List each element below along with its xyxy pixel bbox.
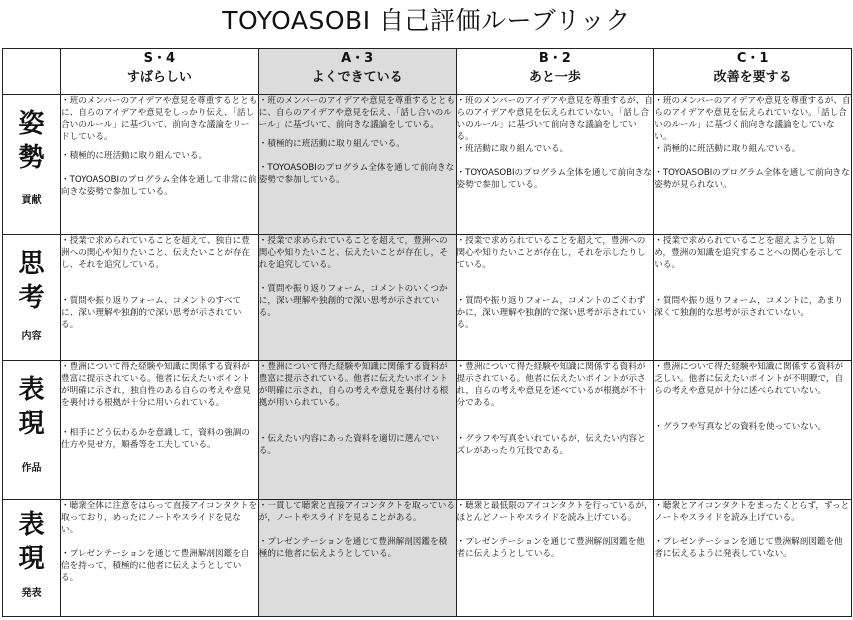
descriptor-cell [456,361,654,500]
descriptor-text: ・授業で求められていることを超えようとし始め，豊洲の知識を追究することへの関心を示している。 [654,236,843,270]
level-name: あと一歩 [528,70,581,85]
descriptor-text: ・班のメンバーのアイデアや意見を尊重するが、自らのアイデアや意見を伝えられていない。「話し合いのルール」に基づいて前向きな議論をしている。 [456,96,653,142]
page-title: TOYOASOBI 自己評価ルーブリック [222,6,631,35]
row-label-thinking [3,235,61,361]
descriptor-text: ・質問や振り返りフォーム，コメントのごくわずかに，深い理解や独創的で深い思考が示されている。 [456,296,646,330]
level-header-b [456,49,654,95]
row-sublabel: 発表 [21,588,42,599]
descriptor-text: ・質問や振り返りフォーム，コメントに，あまり深くて独創的な思考が示されていない。 [654,296,844,318]
row-label-char: 表 [18,510,45,540]
level-grade: A・3 [341,51,374,66]
row-label-char: 勢 [18,143,45,173]
descriptor-text: ・グラフや写真をいれているが，伝えたい内容とズレがあったり冗長である。 [456,434,646,456]
level-header-row [3,49,852,95]
descriptor-text: ・TOYOASOBIのプログラム全体を通して前向きな姿勢で参加している。 [258,163,455,185]
descriptor-cell [258,95,456,235]
descriptor-text: ・質問や振り返りフォーム、コメントのすべてに、深い理解や独創的で深い思考が示されている。 [61,296,242,330]
level-header-s [61,49,259,95]
descriptor-cell [61,235,259,361]
descriptor-text: ・班のメンバーのアイデアや意見を尊重するが、自らのアイデアや意見を伝えられていない。「話し合いのルール」に基づく前向きな議論をしていない。 [654,96,851,142]
descriptor-text: ・積極的に班活動に取り組んでいる。 [61,151,208,161]
level-header-a [258,49,456,95]
criteria-row-expression-work [3,361,852,500]
descriptor-cell [654,361,852,500]
level-name: すばらしい [126,70,192,85]
row-label-char: 現 [18,409,45,439]
criteria-row-expression-presentation [3,500,852,617]
descriptor-cell [654,235,852,361]
level-grade: C・1 [736,51,769,66]
row-label-char: 姿 [18,109,45,139]
descriptor-cell [61,361,259,500]
descriptor-text: ・豊洲について得た経験や知識に関係する資料が乏しい。他者に伝えたいポイントが不明瞭で，自らの考えや意見が十分に述べられていない。 [654,362,844,396]
corner-cell [3,49,61,95]
level-name: 改善を要する [713,70,792,85]
descriptor-text: ・積極的に班活動に取り組んでいる。 [258,139,405,149]
row-label-char: 表 [18,375,45,405]
descriptor-cell [258,500,456,617]
descriptor-text: ・TOYOASOBIのプログラム全体を通して非常に前向きな姿勢で参加している。 [61,175,257,197]
descriptor-text: ・プレゼンテーションを通じて豊洲解剖図鑑を他者に伝えるように発表していない。 [654,537,843,559]
descriptor-text: ・聴衆と最低限のアイコンタクトを行っているが，ほとんどノートやスライドを読み上げている。 [456,501,653,523]
descriptor-text: ・豊洲について得た経験や知識に関係する資料が提示されている。他者に伝えたいポイントが示され，自らの考えや意見を述べているが根拠が不十分である。 [456,362,647,408]
descriptor-text: ・班のメンバーのアイデアや意見を尊重するとともに、自らのアイデアや意見をしっかり伝え、「話し合いのルール」に基づいて、前向きな議論をリードしている。 [61,96,258,142]
criteria-row-attitude [3,95,852,235]
descriptor-text: ・消極的に班活動に取り組んでいる。 [654,144,801,154]
descriptor-text: ・TOYOASOBIのプログラム全体を通して前向きな姿勢で参加している。 [456,168,652,190]
descriptor-text: ・豊洲について得た経験や知識に関係する資料が豊富に提示されている。他者に伝えたいポイントが明確に示され，自らの考えや意見を裏付ける根拠が用いられている。 [258,362,449,408]
row-sublabel: 内容 [21,331,42,342]
descriptor-text: ・授業で求められていることを超えて，豊洲への関心や知りたいこと、伝えたいことが存在し，それを追究している。 [258,236,448,270]
row-label-expression-presentation [3,500,61,617]
criteria-row-thinking [3,235,852,361]
descriptor-text: ・授業で求められていることを超えて，豊洲への関心や知りたいことが存在し，それを示したりしている。 [456,236,646,270]
descriptor-cell [456,500,654,617]
descriptor-cell [456,235,654,361]
descriptor-text: ・班のメンバーのアイデアや意見を尊重するとともに、自らのアイデアや意見を伝え、「話し合いのルール」に基づいて、前向きな議論をしている。 [258,96,456,130]
descriptor-cell [654,95,852,235]
row-sublabel: 作品 [21,463,42,474]
descriptor-text: ・授業で求められていることを超えて、独自に豊洲への関心や知りたいこと、伝えたいことが存在し、それを追究している。 [61,236,251,270]
level-grade: B・2 [538,51,571,66]
row-label-char: 思 [18,249,45,279]
descriptor-text: ・プレゼンテーションを通じて豊洲解剖図鑑を自信を持って，積極的に他者に伝えようとしている。 [61,549,250,583]
descriptor-text: ・グラフや写真などの資料を使っていない。 [654,422,827,432]
descriptor-cell [258,235,456,361]
descriptor-text: ・班活動に取り組んでいる。 [456,144,569,154]
descriptor-text: ・聴衆全体に注意をはらって直接アイコンタクトを取っており，めったにノートやスライドを見ない。 [61,501,258,535]
row-label-char: 考 [18,283,45,313]
descriptor-text: ・相手にどう伝わるかを意識して，資料の強調の仕方や見せ方，順番等を工夫している。 [61,428,250,450]
descriptor-text: ・TOYOASOBIのプログラム全体を通して前向きな姿勢が見られない。 [654,168,850,190]
level-name: よくできている [311,70,403,85]
descriptor-text: ・聴衆とアイコンタクトをまったくとらず，ずっとノートやスライドを読み上げている。 [654,501,850,523]
row-label-char: 現 [18,544,45,574]
descriptor-cell [258,361,456,500]
descriptor-cell [61,500,259,617]
level-grade: S・4 [143,51,176,66]
descriptor-text: ・一貫して聴衆と直接アイコンタクトを取っているが，ノートやスライドを見ることがある。 [258,501,455,523]
descriptor-text: ・豊洲について得た経験や知識に関係する資料が豊富に提示されている。他者に伝えたいポイントが明確に示され，独自性のある自らの考えや意見を裏付ける根拠が十分に用いられている。 [61,362,251,408]
descriptor-cell [654,500,852,617]
row-label-attitude [3,95,61,235]
descriptor-text: ・質問や振り返りフォーム，コメントのいくつかに，深い理解や独創的で深い思考が示されている。 [258,284,448,318]
descriptor-text: ・伝えたい内容にあった資料を適切に選んでいる。 [258,434,440,456]
row-sublabel: 貢献 [21,195,42,206]
descriptor-text: ・プレゼンテーションを通じて豊洲解剖図鑑を他者に伝えようとしている。 [456,537,645,559]
rubric-table [2,48,852,617]
descriptor-cell [61,95,259,235]
row-label-expression-work [3,361,61,500]
descriptor-cell [456,95,654,235]
level-header-c [654,49,852,95]
descriptor-text: ・プレゼンテーションを通じて豊洲解剖図鑑を積極的に他者に伝えようとしている。 [258,537,448,559]
